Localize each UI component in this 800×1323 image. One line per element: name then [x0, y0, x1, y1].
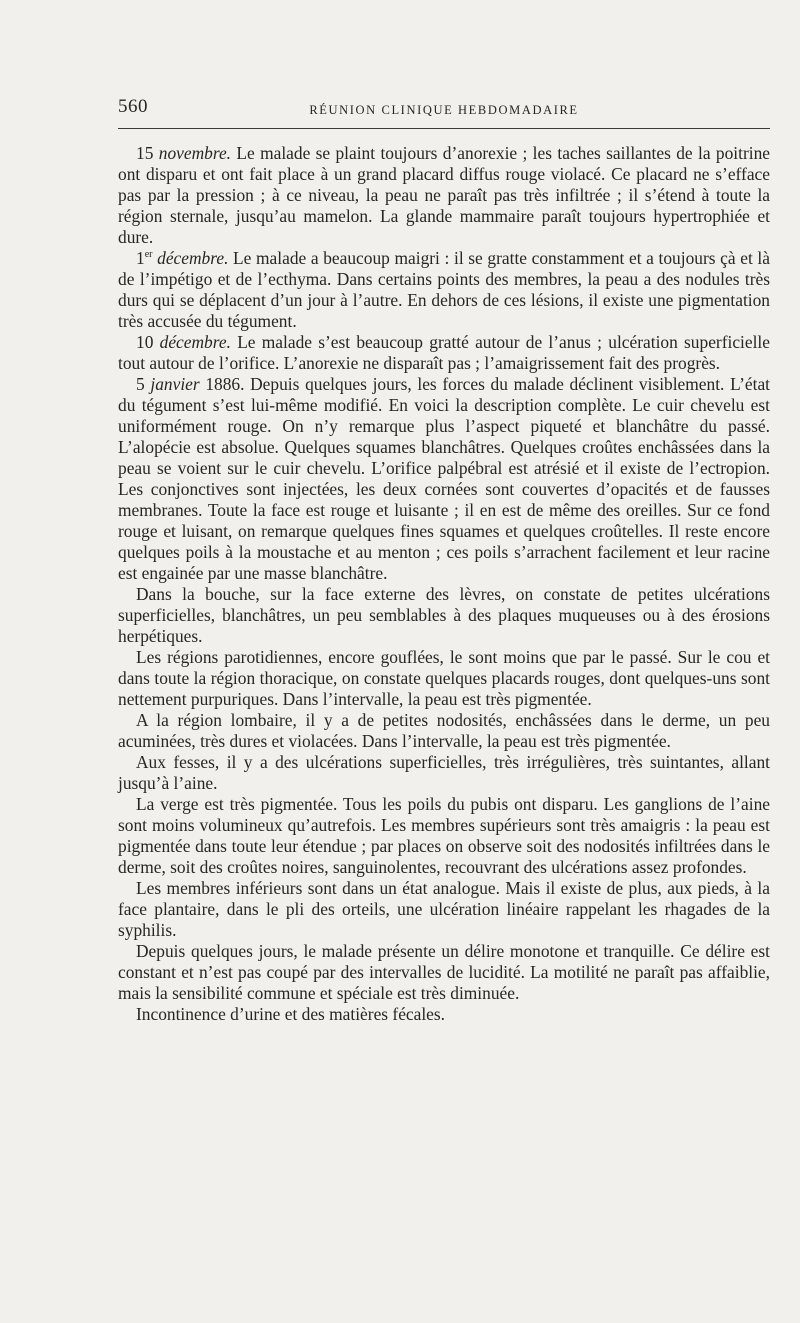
date-number: 1: [136, 248, 145, 268]
paragraph-delire: Depuis quelques jours, le malade présente un délire monotone et tranquille. Ce délire est constant et n’est pas coupé par des intervalles de lucidité. La motilité ne paraît pas affaiblie, mais la sensibilité commune et spéciale est très diminuée.: [118, 941, 770, 1003]
date-month: janvier: [150, 374, 200, 394]
paragraph-text: 1886. Depuis quelques jours, les forces du malade déclinent visiblement. L’état du tégument s’est lui-même modifié. En voici la description complète. Le cuir chevelu est uniformément rouge. On n’y remarque plus l’aspect piqueté et blanchâtre du passé. L’alopécie est absolue. Quelques squames blanchâtres. Quelques croûtes enchâssées dans la peau se voient sur le cuir chevelu. L’orifice palpébral est atrésié et il existe de l’ectropion. Les conjonctives sont injectées, les deux cornées sont couvertes d’opacités et de fausses membranes. Toute la face est rouge et luisante ; il en est de même des oreilles. Sur ce fond rouge et luisant, on remarque quelques fines squames et quelques croûtelles. Il reste encore quelques poils à la moustache et au menton ; ces poils s’arrachent facilement et leur racine est engainée par une masse blanchâtre.: [118, 374, 770, 583]
paragraph-text: Le malade se plaint toujours d’anorexie ; les taches saillantes de la poitrine ont disparu et ont fait place à un grand placard diffus rouge violacé. Ce placard ne s’efface pas par la pression ; à ce niveau, la peau ne paraît pas très infiltrée ; il s’étend à toute la région sternale, jusqu’au mamelon. La glande mammaire paraît toujours hypertrophiée et dure.: [118, 143, 770, 247]
paragraph-1er-decembre: [118, 248, 770, 332]
paragraph-bouche: Dans la bouche, sur la face externe des lèvres, on constate de petites ulcérations superficielles, blanchâtres, un peu semblables à des plaques muqueuses ou à des érosions herpétiques.: [118, 584, 770, 646]
paragraph-text: Le malade s’est beaucoup gratté autour de l’anus ; ulcération superficielle tout autour de l’orifice. L’anorexie ne disparaît pas ; l’amaigrissement fait des progrès.: [118, 332, 770, 373]
date-month: décembre.: [159, 332, 231, 352]
paragraph-region-lombaire: A la région lombaire, il y a de petites nodosités, enchâssées dans le derme, un peu acuminées, très dures et violacées. Dans l’intervalle, la peau est très pigmentée.: [118, 710, 770, 751]
paragraph-verge: La verge est très pigmentée. Tous les poils du pubis ont disparu. Les ganglions de l’aine sont moins volumineux qu’autrefois. Les membres supérieurs sont très amaigris : la peau est pigmentée dans toute leur étendue ; par places on observe soit des nodosités infiltrées dans le derme, soit des croûtes noires, sanguinolentes, recouvrant des ulcérations assez profondes.: [118, 794, 770, 877]
page-header: [118, 96, 770, 126]
date-month: novembre.: [158, 143, 232, 163]
paragraph-text: Le malade a beaucoup maigri : il se gratte constamment et a toujours çà et là de l’impétigo et de l’ecthyma. Dans certains points des membres, la peau a des nodules très durs qui se déplacent d’un jour à l’autre. En dehors de ces lésions, il existe une pigmentation très accusée du tégument.: [118, 248, 770, 331]
paragraph-membres-inferieurs: Les membres inférieurs sont dans un état analogue. Mais il existe de plus, aux pieds, à la face plantaire, dans le pli des orteils, une ulcération linéaire rappelant les rhagades de la syphilis.: [118, 878, 770, 940]
paragraph-fesses: Aux fesses, il y a des ulcérations superficielles, très irrégulières, très suintantes, allant jusqu’à l’aine.: [118, 752, 770, 793]
paragraph-incontinence: Incontinence d’urine et des matières fécales.: [136, 1004, 446, 1024]
running-title: RÉUNION CLINIQUE HEBDOMADAIRE: [309, 103, 579, 117]
paragraph-regions-parotidiennes: Les régions parotidiennes, encore gouflées, le sont moins que par le passé. Sur le cou et dans toute la région thoracique, on constate quelques placards rouges, dont quelques-uns sont nettement purpuriques. Dans l’intervalle, la peau est très pigmentée.: [118, 647, 770, 709]
date-number: 5: [136, 374, 151, 394]
body-text: [118, 143, 770, 1025]
paragraph-15-novembre: [118, 143, 770, 248]
date-month: décembre.: [152, 248, 229, 268]
page-number: 560: [118, 96, 148, 117]
date-number: 15: [136, 143, 159, 163]
paragraph-10-decembre: [118, 332, 770, 374]
date-number: 10: [136, 332, 160, 352]
header-rule: [118, 128, 770, 129]
paragraph-5-janvier: [118, 374, 770, 584]
ordinal-suffix: er: [144, 249, 153, 261]
